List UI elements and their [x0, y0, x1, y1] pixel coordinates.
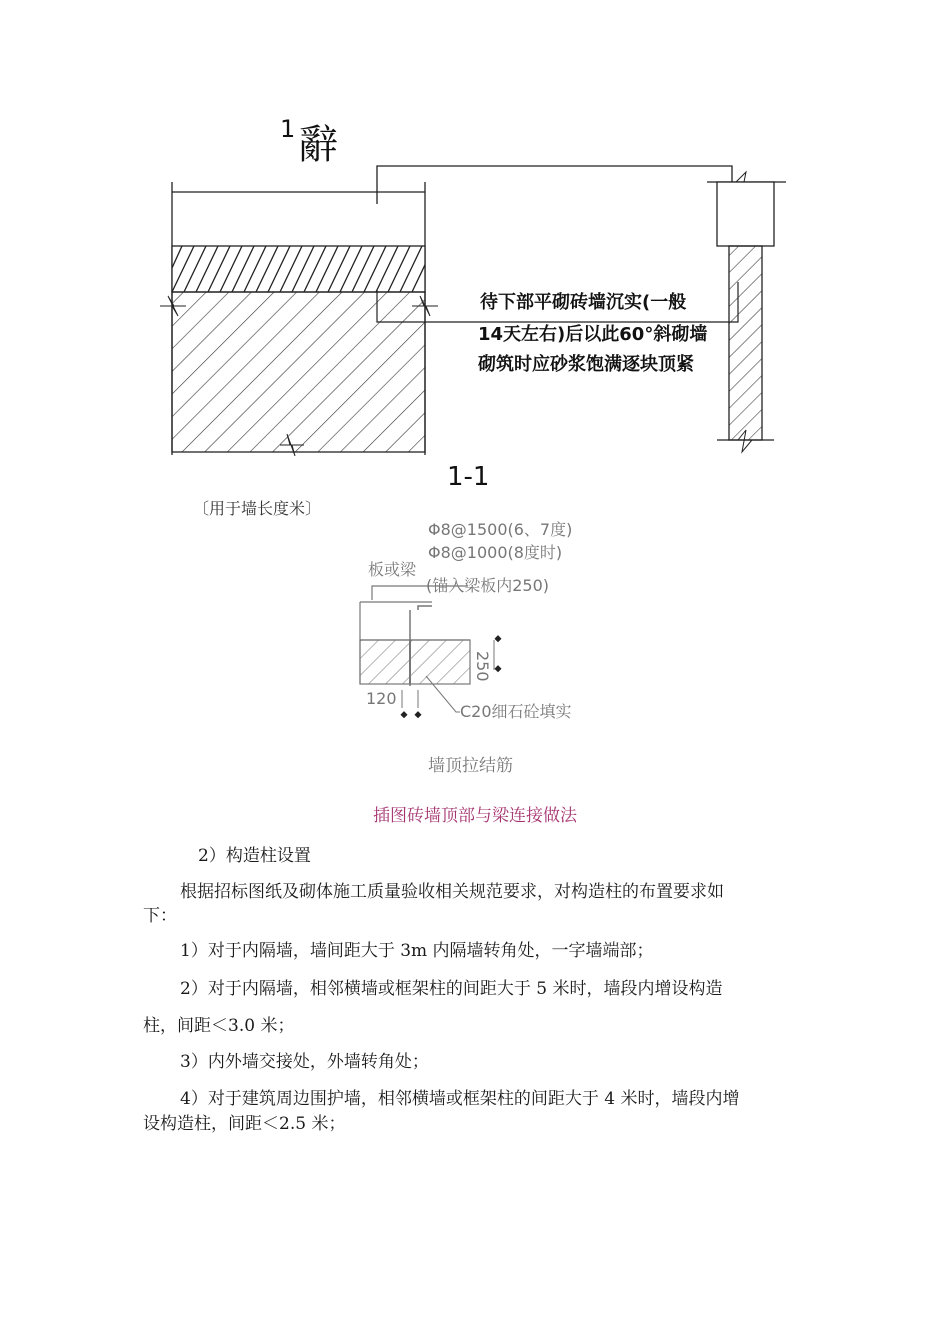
rebar-spec-line2: Φ8@1000(8度时)	[428, 543, 563, 562]
dim-120: 120	[366, 689, 397, 708]
rebar-spec-line1: Φ8@1500(6、7度)	[428, 520, 573, 539]
section-label: 1-1	[447, 462, 490, 492]
section-heading: 2）构造柱设置	[198, 846, 311, 866]
dim-250: 250	[473, 651, 492, 682]
figure-caption: 插图砖墙顶部与梁连接做法	[373, 806, 577, 826]
figure1-note-line1: 待下部平砌砖墙沉实(一般	[480, 292, 687, 313]
beam-label: 板或梁	[368, 560, 417, 579]
figure1-note-line2: 14天左右)后以此60°斜砌墙	[478, 324, 708, 345]
tie-bar-drawing	[340, 510, 610, 790]
intro-line2: 下：	[143, 906, 177, 926]
item-3: 3）内外墙交接处，外墙转角处；	[180, 1052, 429, 1072]
item-4-line2: 设构造柱，间距＜2.5 米；	[143, 1114, 346, 1134]
intro-line1: 根据招标图纸及砌体施工质量验收相关规范要求，对构造柱的布置要求如	[180, 882, 724, 902]
figure1-caption: 〔用于墙长度米〕	[193, 499, 322, 518]
wall-section-drawing	[0, 100, 950, 500]
anchor-note: (锚入梁板内250)	[426, 576, 550, 595]
figure1-note-line3: 砌筑时应砂浆饱满逐块顶紧	[478, 354, 694, 375]
item-2-line1: 2）对于内隔墙，相邻横墙或框架柱的间距大于 5 米时，墙段内增设构造	[180, 979, 723, 999]
fill-note: C20细石砼填实	[460, 702, 572, 721]
tie-bar-title: 墙顶拉结筋	[428, 756, 513, 776]
item-2-line2: 柱，间距＜3.0 米；	[143, 1016, 295, 1036]
figure1-title-prefix: 1	[280, 115, 296, 143]
figure1-title-char: 辭	[298, 122, 338, 168]
item-1: 1）对于内隔墙，墙间距大于 3m 内隔墙转角处，一字墙端部；	[180, 941, 654, 961]
item-4-line1: 4）对于建筑周边围护墙，相邻横墙或框架柱的间距大于 4 米时，墙段内增	[180, 1089, 740, 1109]
